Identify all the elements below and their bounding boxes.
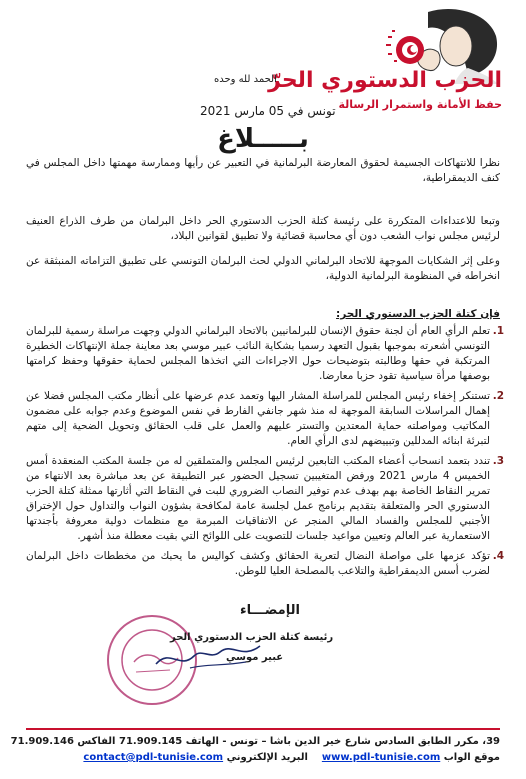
item-text: تعلم الرأي العام أن لجنة حقوق الإنسان للبرلمانيين بالاتحاد البرلماني الدولي وجهت مراسلة رسمية للبرلمان التونسي أشعرته بموجبها بقبول التعهد رسميا بشكاية النائب عبير موسي بعد معاينة جملة الإنتهاكات الخطيرة المرتكبة في حقها وطالبته بتوضيحات حول الاجراءات التي اتخذها المجلس لحماية حقوقها وحفظ كرامتها بوصفها مرأة سياسية تقود حزبا معارضا. [26, 325, 490, 382]
email-label: البريد الإلكتروني [226, 752, 308, 763]
email-link[interactable]: contact@pdl-tunisie.com [83, 752, 224, 763]
signatory-name: عبير موسي [226, 652, 284, 663]
intro-paragraph-1: نظرا للانتهاكات الجسيمة لحقوق المعارضة البرلمانية في التعبير عن رأيها وممارسة مهمتها داخل المجلس في كنف الديمقراطية، [26, 157, 500, 184]
website-label: موقع الواب [443, 752, 500, 763]
signatory-role: رئيسة كتلة الحزب الدستوري الحر [170, 632, 334, 643]
intro-paragraph-3: وعلى إثر الشكايات الموجهة للاتحاد البرلماني الدولي لحث البرلمان التونسي على تطبيق التزاماته المنبثقة عن انخراطه في المنظومة البرلمانية الدولية، [26, 255, 500, 282]
list-item [26, 454, 504, 544]
list-item [26, 389, 504, 449]
item-text: تندد بتعمد انسحاب أعضاء المكتب التابعين لرئيس المجلس والمتملقين له من جلسة المكتب المنعقدة أمس الخميس 4 مارس 2021 ورفض المتغيبين تسجيل الحضور عبر التطبيقة عن بعد مباشرة بعد الانتهاء من تمرير النقاط الخاصة بهم بهدف عدم توفير النصاب الضروري للبت في النقاط التي أثارتها ممثلة كتلة الحزب الدستوري الحر والمتعلقة بتقديم برنامج عمل لجلسة عامة لمكافحة بشؤون النواب والتداول حول الإختراق الأجنبي للمجلس والفساد المالي المنجر عن الاتفاقيات المبرمة مع منظمات دولية معروفة بأجندتها الاستعمارية عبر العالم وتعيين مواعيد جلسات للتصويت على اللوائح التي بقيت معطلة منذ أشهر. [26, 455, 491, 542]
party-name: الحزب الدستوري الحرّ [268, 68, 502, 93]
item-text: تؤكد عزمها على مواصلة النضال لتعرية الحقائق وكشف كواليس ما يحبك من مخططات داخل البرلمان لضرب أسس الديمقراطية والتلاعب بالمصلحة العليا للوطن. [26, 550, 490, 577]
greeting: الحمد لله وحده [214, 74, 277, 85]
document-title: بـــــلاغ [217, 124, 309, 154]
place-date: تونس في 05 مارس 2021 [200, 104, 336, 118]
list-item [26, 549, 504, 579]
resolutions-list [26, 324, 504, 584]
intro-paragraph-2: وتبعا للاعتداءات المتكررة على رئيسة كتلة الحزب الدستوري الحر داخل البرلمان من طرف الذراع العنيف لرئيس مجلس نواب الشعب دون أي محاسبة قضائية ولا تطبيق لقوانين البلاد، [26, 215, 500, 242]
party-slogan: حفظ الأمانة واستمرار الرسالة [338, 98, 502, 111]
section-heading: فإن كتلة الحزب الدستوري الحر: [336, 308, 500, 320]
footer-address: 39، مكرر الطابق السادس شارع خير الدين باشا – تونس - الهاتف 71.909.145 الفاكس 71.909.146 [10, 736, 500, 747]
item-number: 2. [492, 390, 504, 402]
footer-divider [26, 728, 500, 730]
footer-contacts [34, 752, 500, 763]
item-number: 3. [492, 455, 504, 467]
website-link[interactable]: www.pdl-tunisie.com [321, 752, 441, 763]
letterhead [266, 6, 516, 118]
item-number: 1. [492, 325, 504, 337]
signature-heading: الإمضـــاء [240, 603, 300, 618]
item-number: 4. [492, 550, 504, 562]
item-text: تستنكر إخفاء رئيس المجلس للمراسلة المشار اليها وتعمد عدم عرضها على أنظار مكتب المجلس فضلا عن إهمال المراسلات السابقة الموجهة له منذ شهر جانفي الفارط في نفس الموضوع وعدم جوابه على مضمون المكاتيب ومواصلته حماية المعتدين والتستر عليهم والعمل على قلب الحقائق وتحويل الضحية إلى متهم لتبرئة ابنائه المدللين وتبييضهم لدى الرأي العام. [26, 390, 490, 447]
list-item [26, 324, 504, 384]
